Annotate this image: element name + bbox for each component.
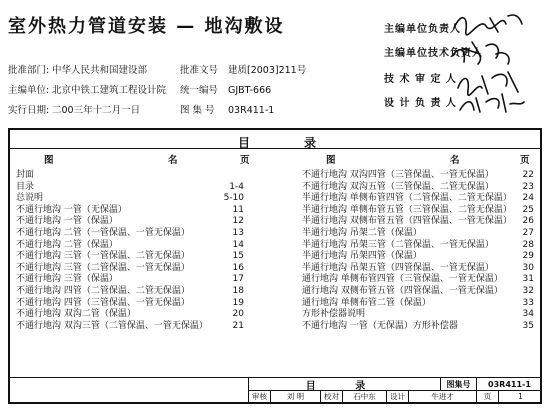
- toc-entry-title: 不通行地沟 三管（保温）: [16, 274, 118, 285]
- toc-entry-title: 不通行地沟 双沟二管（保温）: [16, 309, 136, 320]
- toc-entry-title: 通行地沟 单侧布管二管（保温）: [302, 297, 431, 308]
- toc-entry-title: 不通行地沟 双沟三管（二管保温、一管无保温）: [16, 320, 208, 331]
- toc-entry: [16, 240, 256, 252]
- toc-entry: [302, 251, 534, 263]
- toc-entry-page: 22: [522, 170, 534, 180]
- role-chief-editor: 主编单位负责人: [384, 24, 461, 35]
- toc-entry-page: 33: [522, 297, 534, 308]
- toc-entry: [16, 263, 256, 275]
- toc-entry-page: 18: [232, 285, 244, 296]
- toc-entry-title: 半通行地沟 单侧布管四管（二管保温、二管无保温）: [302, 193, 512, 204]
- toc-entry-page: 24: [522, 193, 534, 204]
- toc-entry-title: 不通行地沟 双沟五管（三管保温、二管无保温）: [302, 181, 494, 192]
- toc-entry-page: 20: [232, 309, 244, 320]
- toc-entry-page: 14: [232, 239, 244, 250]
- toc-title-a: 目: [238, 136, 251, 150]
- role-technical-chief: 主编单位技术负责人: [384, 48, 483, 59]
- approval-no-value: 建质[2003]211号: [228, 65, 307, 76]
- atlas-no: 03R411-1: [476, 378, 542, 390]
- design-label: 设计: [386, 390, 408, 402]
- toc-entry: [302, 263, 534, 275]
- toc-entry: [302, 216, 534, 228]
- left-col-head-a: 图: [44, 155, 54, 166]
- toc-entry-page: 35: [522, 320, 534, 331]
- toc-entry: [302, 205, 534, 217]
- toc-entry-page: 13: [232, 227, 244, 238]
- toc-entry: [16, 286, 256, 298]
- toc-entry: [302, 321, 534, 333]
- toc-entry-page: 26: [522, 216, 534, 227]
- toc-entry-page: 27: [522, 227, 534, 238]
- toc-entry-title: 不通行地沟 三管（一管保温、二管无保温）: [16, 251, 190, 262]
- approval-row: [8, 62, 348, 76]
- toc-entry-page: 25: [522, 204, 534, 215]
- reviewer-name: 刘 明: [270, 390, 320, 402]
- toc-entry-page: 11: [232, 204, 244, 215]
- toc-entry-page: 29: [522, 251, 534, 262]
- editor-value: 北京中铁工建筑工程设计院: [52, 85, 167, 96]
- toc-entry: [16, 170, 256, 182]
- divider: [10, 148, 540, 149]
- role-technical-reviewer: 技 术 审 定 人: [384, 74, 457, 85]
- toc-title-b: 录: [304, 136, 317, 150]
- toc-entry: [16, 216, 256, 228]
- toc-entry-title: 不通行地沟 二管（一管保温、一管无保温）: [16, 227, 190, 238]
- toc-entry-page: 30: [522, 262, 534, 273]
- toc-entry-title: 总说明: [16, 193, 44, 204]
- toc-entry-page: 32: [522, 285, 534, 296]
- approval-dept-label: 批准部门:: [8, 65, 50, 76]
- atlas-label: 图集号: [440, 378, 476, 390]
- approval-no-label: 批准文号: [180, 65, 219, 76]
- page-title: 室外热力管道安装 — 地沟敷设: [8, 16, 285, 37]
- toc-entry-title: 不通行地沟 双沟四管（三管保温、一管无保温）: [302, 170, 494, 180]
- toc-entry-title: 通行地沟 单侧布管四管（三管保温、一管无保温）: [302, 274, 503, 285]
- toc-entry: [302, 193, 534, 205]
- toc-entry-title: 不通行地沟 一管（保温）: [16, 216, 118, 227]
- toc-list-left: [16, 170, 256, 332]
- toc-entry: [302, 240, 534, 252]
- toc-entry: [16, 309, 256, 321]
- toc-entry: [302, 286, 534, 298]
- toc-entry-title: 不通行地沟 四管（二管保温、二管无保温）: [16, 285, 190, 296]
- designer-name: 牛进才: [408, 390, 476, 402]
- effective-date-label: 实行日期:: [8, 105, 50, 116]
- toc-entry-title: 不通行地沟 二管（保温）: [16, 239, 118, 250]
- atlas-no-label: 图 集 号: [180, 105, 215, 116]
- toc-entry-title: 封面: [16, 170, 35, 180]
- toc-entry-page: 28: [522, 239, 534, 250]
- toc-entry: [16, 205, 256, 217]
- toc-entry-title: 不通行地沟 一管（无保温）方形补偿器: [302, 320, 458, 331]
- toc-entry: [16, 251, 256, 263]
- right-col-head-b: 名: [450, 155, 460, 166]
- toc-entry-title: 通行地沟 双侧布管五管（四管保温、一管无保温）: [302, 285, 503, 296]
- toc-entry: [302, 309, 534, 321]
- toc-entry: [302, 182, 534, 194]
- toc-entry-page: 23: [522, 181, 534, 192]
- page-no: 1: [498, 390, 542, 402]
- toc-entry-title: 半通行地沟 吊架五管（四管保温、一管无保温）: [302, 262, 494, 273]
- role-design-lead: 设 计 负 责 人: [384, 98, 457, 109]
- approval-dept-value: 中华人民共和国建设部: [52, 65, 148, 76]
- toc-list-right: [302, 170, 534, 332]
- toc-entry-page: 19: [232, 297, 244, 308]
- toc-entry-title: 半通行地沟 单侧布管五管（三管保温、二管无保温）: [302, 204, 512, 215]
- toc-entry-page: 5-10: [223, 193, 244, 204]
- toc-entry: [302, 170, 534, 182]
- toc-entry-title: 半通行地沟 吊架三管（二管保温、一管无保温）: [302, 239, 494, 250]
- toc-entry-page: 12: [232, 216, 244, 227]
- toc-entry: [16, 228, 256, 240]
- toc-entry: [16, 298, 256, 310]
- right-page-head: 页: [520, 155, 530, 166]
- toc-entry: [302, 298, 534, 310]
- review-label: 审核: [248, 390, 270, 402]
- toc-entry-title: 目录: [16, 181, 35, 192]
- title-block: [10, 377, 540, 402]
- toc-entry: [16, 321, 256, 333]
- toc-entry-page: 1-4: [229, 181, 244, 192]
- toc-entry-page: 21: [232, 320, 244, 331]
- toc-entry-page: 34: [522, 309, 534, 320]
- editor-label: 主编单位:: [8, 85, 50, 96]
- toc-entry-title: 半通行地沟 吊架二管（保温）: [302, 227, 422, 238]
- check-label: 校对: [320, 390, 342, 402]
- right-col-head-a: 图: [326, 155, 336, 166]
- toc-entry-title: 不通行地沟 四管（三管保温、一管无保温）: [16, 297, 190, 308]
- checker-name: 石中东: [342, 390, 386, 402]
- toc-frame: [8, 128, 542, 404]
- toc-entry-page: 16: [232, 262, 244, 273]
- toc-entry: [16, 182, 256, 194]
- unified-no-label: 统一编号: [180, 85, 219, 96]
- effective-row: [8, 102, 348, 116]
- unified-no-value: GJBT-666: [228, 85, 272, 96]
- page-label: 页: [476, 390, 498, 402]
- toc-entry-title: 不通行地沟 三管（二管保温、一管无保温）: [16, 262, 190, 273]
- header: [8, 6, 308, 114]
- toc-entry-page: 15: [232, 251, 244, 262]
- atlas-no-value: 03R411-1: [228, 105, 275, 116]
- toc-entry-title: 半通行地沟 吊架四管（保温）: [302, 251, 422, 262]
- effective-date-value: 二00三年十二月一日: [52, 105, 141, 116]
- toc-entry: [302, 228, 534, 240]
- left-page-head: 页: [240, 155, 250, 166]
- toc-entry: [16, 274, 256, 286]
- title-block-title: 目 录: [248, 378, 440, 390]
- toc-entry-page: 17: [232, 274, 244, 285]
- editor-row: [8, 82, 348, 96]
- handwritten-signatures: [446, 6, 546, 114]
- toc-entry-title: 半通行地沟 双侧布管五管（四管保温、一管无保温）: [302, 216, 512, 227]
- toc-entry: [302, 274, 534, 286]
- toc-entry-title: 不通行地沟 一管（无保温）: [16, 204, 127, 215]
- toc-entry-title: 方形补偿器说明: [302, 309, 366, 320]
- toc-entry: [16, 193, 256, 205]
- left-col-head-b: 名: [168, 155, 178, 166]
- toc-entry-page: 31: [522, 274, 534, 285]
